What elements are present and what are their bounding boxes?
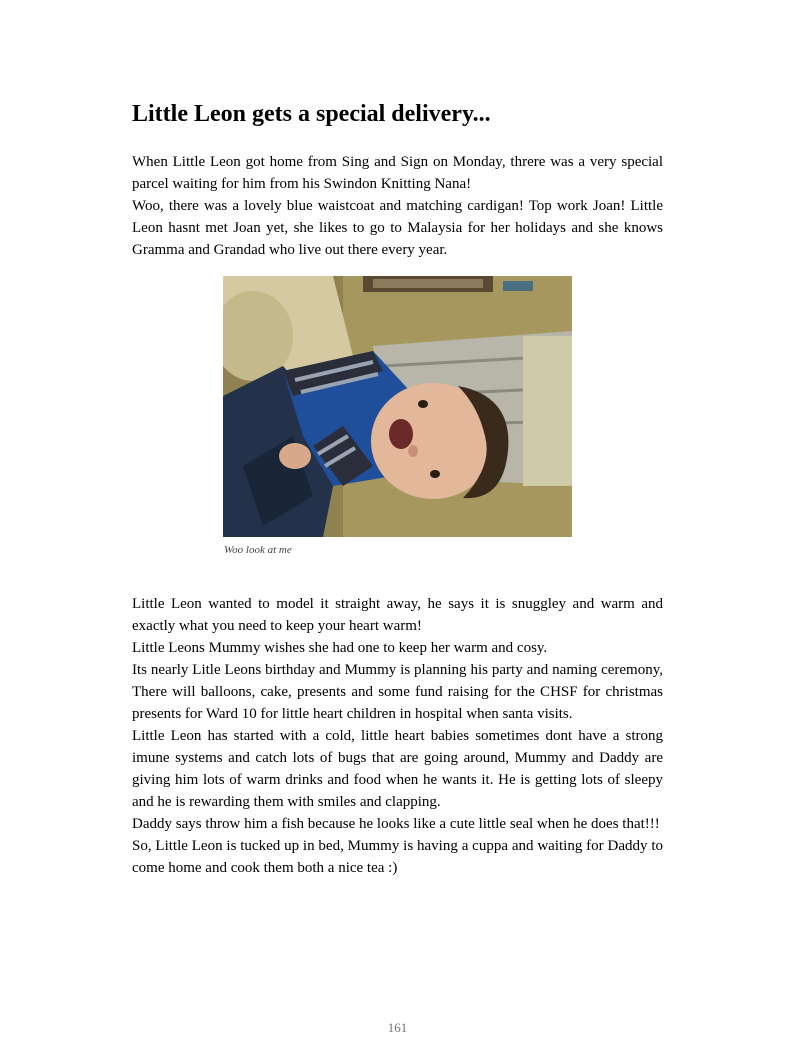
baby-photo-illustration xyxy=(223,276,572,537)
body-paragraph: Its nearly Litle Leons birthday and Mummy is planning his party and naming ceremony, There will balloons, cake, presents and some fund raising for the CHSF for christmas presents for Ward 10 for little heart children in hospital when santa visits. xyxy=(132,662,663,722)
photo-caption: Woo look at me xyxy=(224,544,292,556)
intro-text xyxy=(132,151,663,261)
baby-photo xyxy=(223,276,572,537)
body-paragraph: Little Leon has started with a cold, little heart babies sometimes dont have a strong imune systems and catch lots of bugs that are going around, Mummy and Daddy are giving him lots of warm drinks and food when he wants it. He is getting lots of sleepy and he is rewarding them with smiles and clapping. xyxy=(132,728,663,810)
intro-paragraph: Woo, there was a lovely blue waistcoat and matching cardigan! Top work Joan! Little Leon hasnt met Joan yet, she likes to go to Malaysia for her holidays and she knows Gramma and Grandad who live out there every year. xyxy=(132,198,663,258)
page-title: Little Leon gets a special delivery... xyxy=(132,101,491,127)
body-text xyxy=(132,593,663,879)
body-paragraph: Daddy says throw him a fish because he looks like a cute little seal when he does that!!! xyxy=(132,816,660,832)
page-number: 161 xyxy=(387,1020,408,1035)
body-paragraph: So, Little Leon is tucked up in bed, Mummy is having a cuppa and waiting for Daddy to come home and cook them both a nice tea :) xyxy=(132,838,663,876)
body-paragraph: Little Leons Mummy wishes she had one to keep her warm and cosy. xyxy=(132,640,548,656)
body-paragraph: Little Leon wanted to model it straight away, he says it is snuggley and warm and exactly what you need to keep your heart warm! xyxy=(132,596,663,634)
intro-paragraph: When Little Leon got home from Sing and Sign on Monday, threre was a very special parcel waiting for him from his Swindon Knitting Nana! xyxy=(132,154,663,192)
